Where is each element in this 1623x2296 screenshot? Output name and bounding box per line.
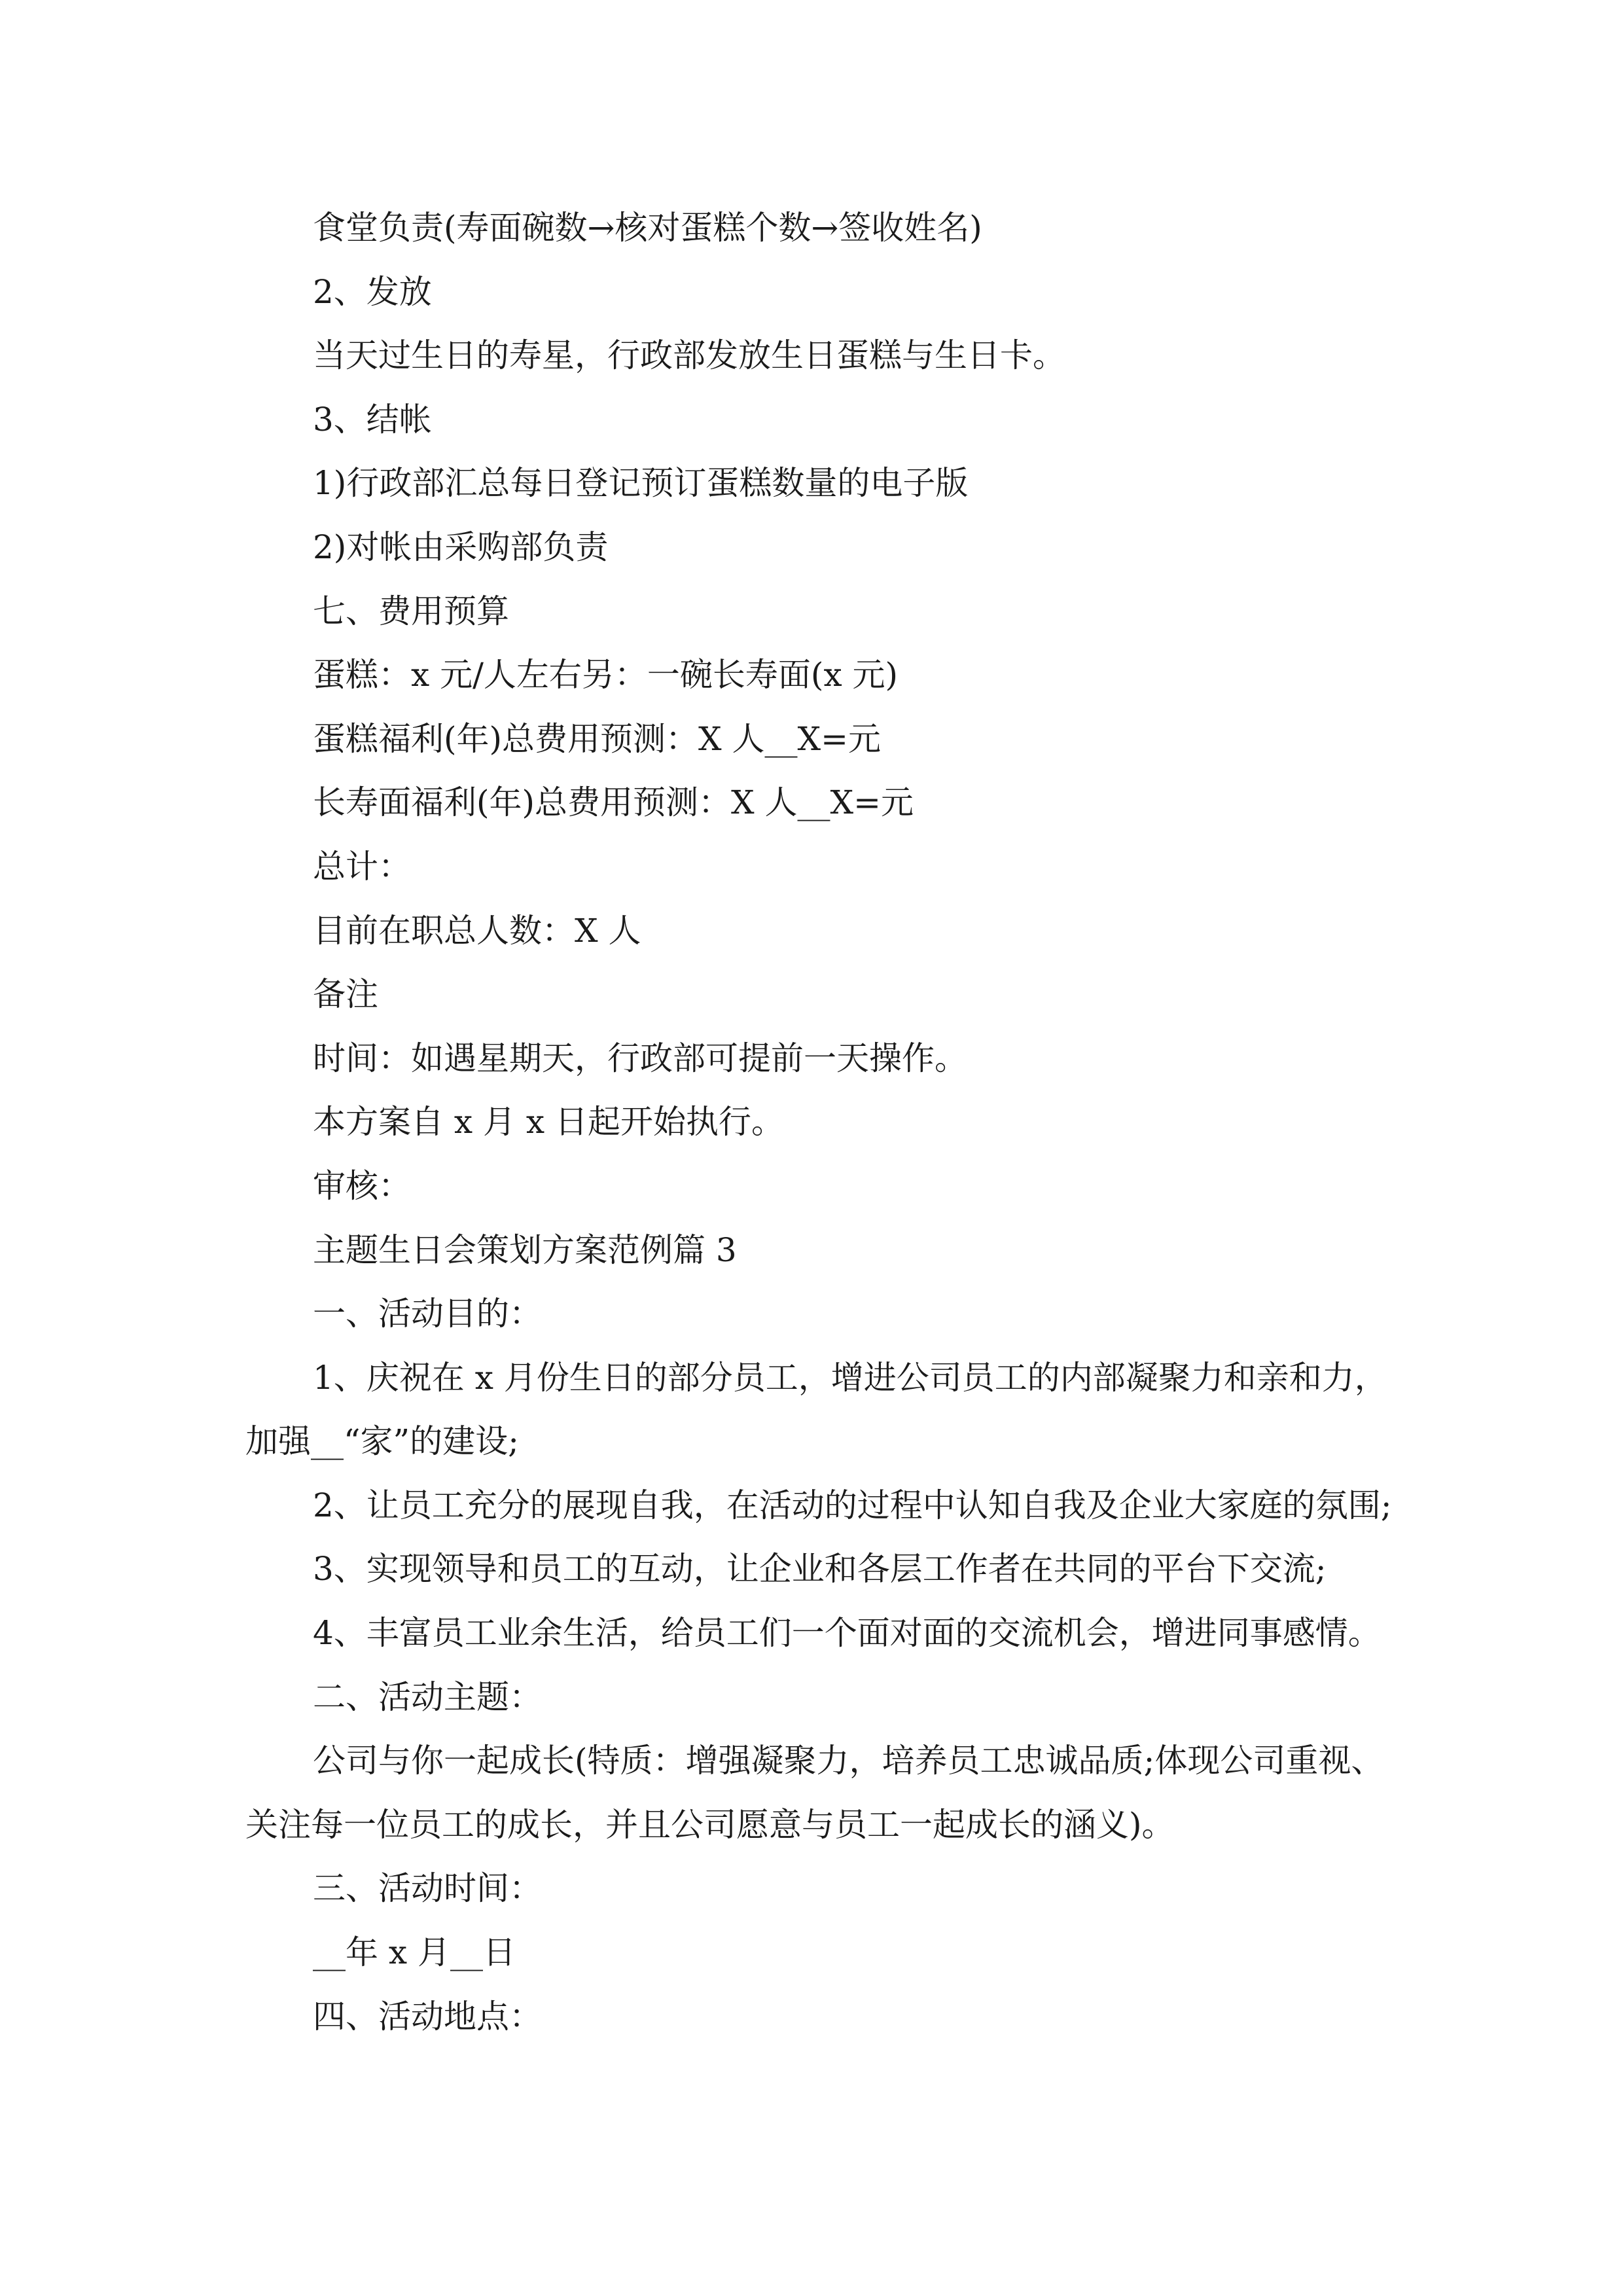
- text-line: 公司与你一起成长(特质：增强凝聚力，培养员工忠诚品质;体现公司重视、: [313, 1742, 1384, 1780]
- text-line: 审核：: [313, 1166, 411, 1205]
- text-line-continuation: 关注每一位员工的成长，并且公司愿意与员工一起成长的涵义)。: [245, 1805, 1175, 1844]
- section-heading: 七、费用预算: [313, 592, 509, 630]
- text-line: 蛋糕：x 元/人左右另：一碗长寿面(x 元): [313, 656, 899, 694]
- text-line: 目前在职总人数：X 人: [313, 911, 641, 950]
- text-line: 食堂负责(寿面碗数→核对蛋糕个数→签收姓名): [313, 209, 982, 247]
- document-title: 主题生日会策划方案范例篇 3: [313, 1230, 737, 1269]
- text-line: 本方案自 x 月 x 日起开始执行。: [313, 1103, 784, 1141]
- text-line: __年 x 月__日: [313, 1933, 516, 1972]
- text-line: 长寿面福利(年)总费用预测：X 人__X=元: [313, 783, 914, 822]
- text-line: 总计：: [313, 847, 411, 886]
- list-item: 2、让员工充分的展现自我，在活动的过程中认知自我及企业大家庭的氛围;: [313, 1486, 1392, 1524]
- section-heading: 四、活动地点：: [313, 1997, 542, 2036]
- section-heading: 一、活动目的：: [313, 1295, 542, 1333]
- list-item-continuation: 加强__“家”的建设;: [245, 1422, 519, 1461]
- text-line: 蛋糕福利(年)总费用预测：X 人__X=元: [313, 719, 881, 758]
- section-heading: 3、结帐: [313, 400, 432, 439]
- document-body: [245, 196, 1397, 2049]
- text-line: 时间：如遇星期天，行政部可提前一天操作。: [313, 1039, 967, 1077]
- section-heading: 备注: [313, 975, 378, 1014]
- section-heading: 三、活动时间：: [313, 1869, 542, 1908]
- section-heading: 2、发放: [313, 272, 432, 311]
- list-item: 1)行政部汇总每日登记预订蛋糕数量的电子版: [313, 464, 969, 503]
- list-item: 3、实现领导和员工的互动，让企业和各层工作者在共同的平台下交流;: [313, 1550, 1327, 1588]
- section-heading: 二、活动主题：: [313, 1677, 542, 1716]
- text-line: 当天过生日的寿星，行政部发放生日蛋糕与生日卡。: [313, 336, 1065, 375]
- list-item: 2)对帐由采购部负责: [313, 528, 609, 566]
- list-item: 1、庆祝在 x 月份生日的部分员工，增进公司员工的内部凝聚力和亲和力，: [313, 1358, 1387, 1397]
- list-item: 4、丰富员工业余生活，给员工们一个面对面的交流机会，增进同事感情。: [313, 1614, 1381, 1653]
